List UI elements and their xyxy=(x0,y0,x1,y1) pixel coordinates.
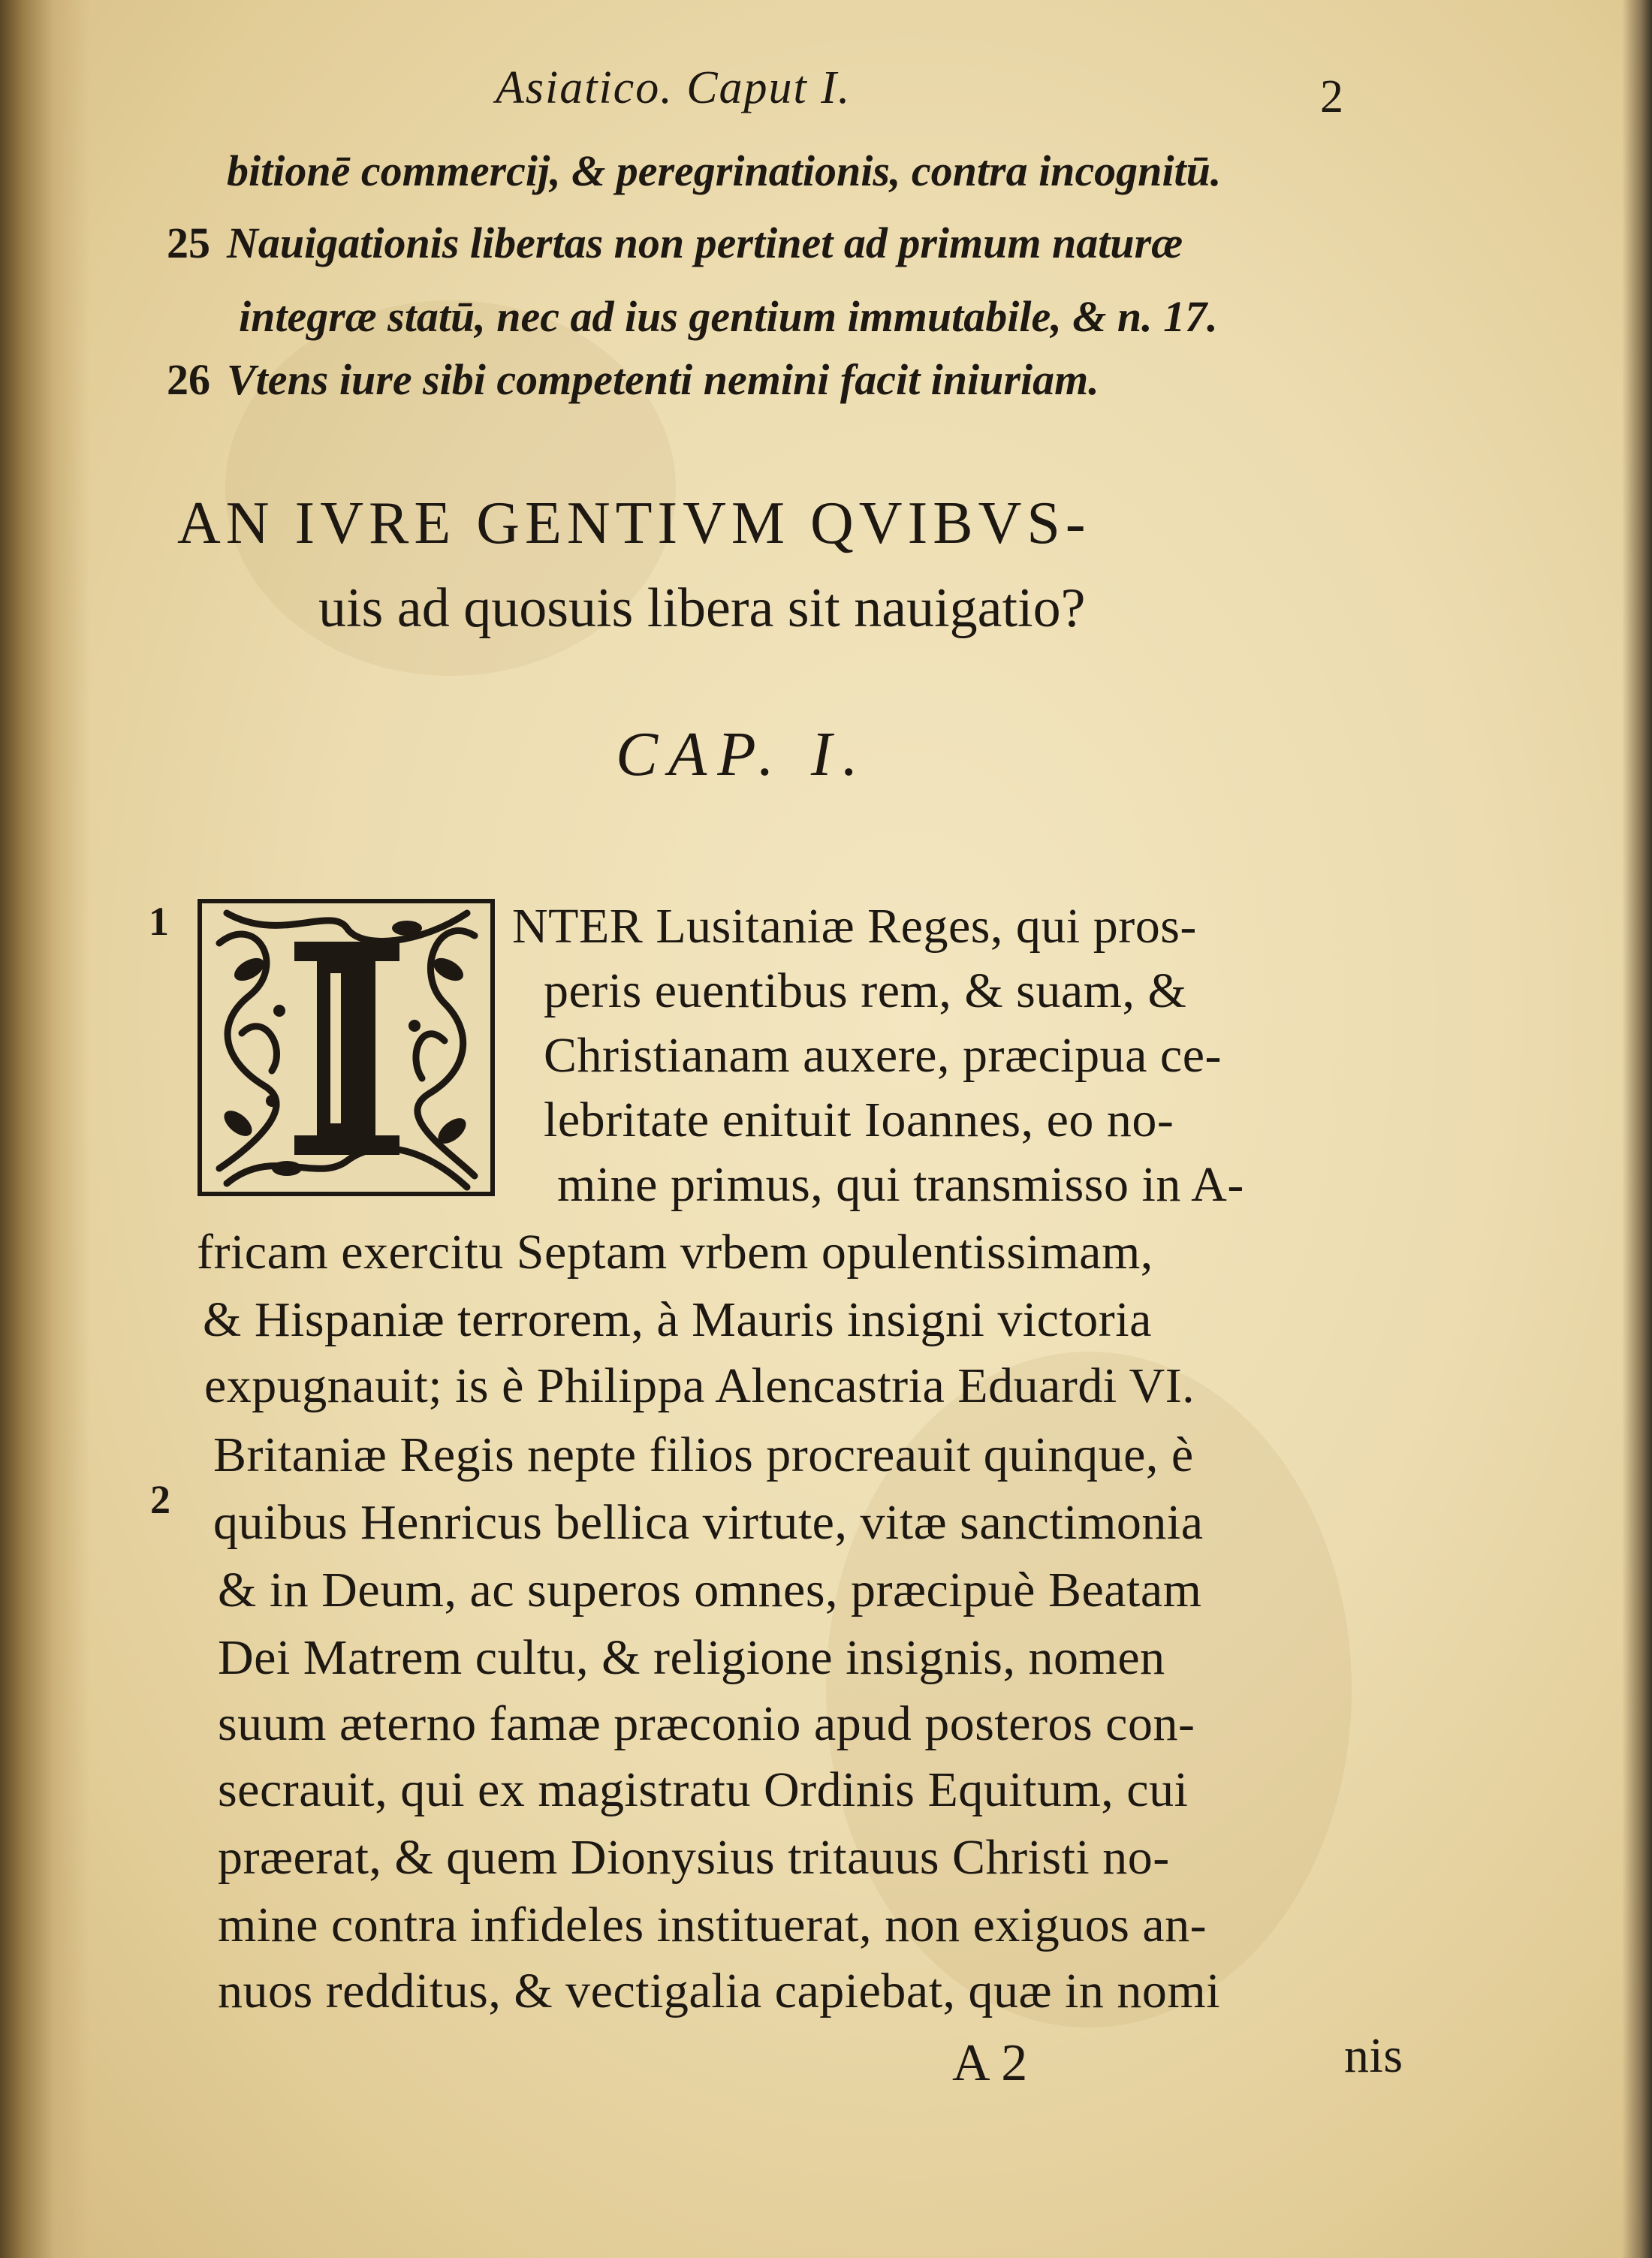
body-line: NTER Lusitaniæ Reges, qui pros- xyxy=(512,899,1197,954)
running-title: Asiatico. Caput I. xyxy=(496,62,852,113)
margin-note: 1 xyxy=(149,899,169,944)
body-line: & in Deum, ac superos omnes, præcipuè Beatam xyxy=(218,1563,1202,1617)
body-line: Christianam auxere, præcipua ce- xyxy=(544,1028,1222,1083)
page-number: 2 xyxy=(1320,71,1345,122)
body-line: quibus Henricus bellica virtute, vitæ sanctimonia xyxy=(213,1495,1204,1550)
body-line: mine contra infideles instituerat, non exiguos an- xyxy=(218,1898,1207,1952)
body-line: præerat, & quem Dionysius tritauus Christi no- xyxy=(218,1830,1170,1885)
catchword: nis xyxy=(1344,2028,1403,2083)
signature-mark: A 2 xyxy=(952,2034,1028,2092)
summary-line: integræ statū, nec ad ius gentium immutabile, & n. 17. xyxy=(239,292,1218,341)
body-line: nuos redditus, & vectigalia capiebat, quæ in nomi xyxy=(218,1964,1221,2018)
chapter-label: CAP. I. xyxy=(616,719,869,789)
body-line: fricam exercitu Septam vrbem opulentissimam, xyxy=(197,1225,1153,1280)
summary-line: bitionē commercij, & peregrinationis, contra incognitū. xyxy=(227,146,1222,195)
body-line: expugnauit; is è Philippa Alencastria Eduardi VI. xyxy=(204,1358,1195,1413)
summary-number: 25 xyxy=(167,219,210,267)
page-edge-shadow xyxy=(1622,0,1652,2258)
body-line: & Hispaniæ terrorem, à Mauris insigni victoria xyxy=(203,1292,1152,1347)
body-line: secrauit, qui ex magistratu Ordinis Equitum, cui xyxy=(218,1762,1189,1817)
body-line: suum æterno famæ præconio apud posteros con- xyxy=(218,1696,1195,1751)
summary-line: Vtens iure sibi competenti nemini facit iniuriam. xyxy=(227,355,1099,404)
body-line: peris euentibus rem, & suam, & xyxy=(544,963,1187,1018)
summary-line: Nauigationis libertas non pertinet ad primum naturæ xyxy=(227,219,1183,267)
body-line: Dei Matrem cultu, & religione insignis, nomen xyxy=(218,1630,1165,1685)
body-line: Britaniæ Regis nepte filios procreauit quinque, è xyxy=(213,1427,1194,1482)
decorated-initial xyxy=(197,898,496,1197)
chapter-title-line-2: uis ad quosuis libera sit nauigatio? xyxy=(318,577,1086,639)
body-line: lebritate enituit Ioannes, eo no- xyxy=(544,1093,1174,1147)
chapter-title-line-1: AN IVRE GENTIVM QVIBVS- xyxy=(177,490,1091,556)
summary-number: 26 xyxy=(167,355,210,404)
body-line: mine primus, qui transmisso in A- xyxy=(557,1157,1244,1212)
margin-note: 2 xyxy=(150,1477,170,1522)
binding-gutter-shadow xyxy=(0,0,90,2258)
decorated-initial-I-icon xyxy=(197,898,496,1197)
